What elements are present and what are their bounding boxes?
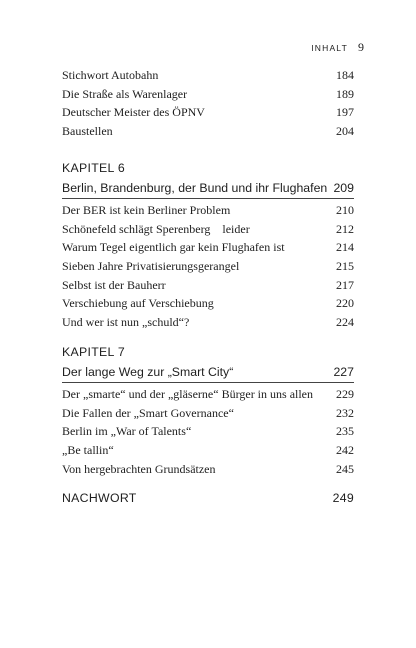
toc-entry-title: Berlin im „War of Talents“ (62, 424, 192, 439)
nachwort-row (62, 488, 354, 508)
toc-entry-page: 224 (336, 315, 354, 330)
toc-entry-page: 214 (336, 240, 354, 255)
toc-entry (62, 122, 354, 141)
toc-entry-title: Stichwort Autobahn (62, 68, 159, 82)
toc-entry-page: 220 (336, 296, 354, 311)
toc-entry-page: 212 (336, 221, 354, 236)
toc-entry (62, 201, 354, 220)
toc-entry-title: Die Fallen der „Smart Governance“ (62, 405, 234, 420)
toc-entry (62, 460, 354, 479)
toc-entry-title: Selbst ist der Bauherr (62, 277, 166, 292)
chapter-6-block (62, 158, 354, 332)
toc-entry-title: „Be tallin“ (62, 443, 114, 458)
nachwort-label: NACHWORT (62, 491, 137, 505)
chapter-label: KAPITEL 7 (62, 345, 126, 359)
toc-entry-page: 210 (336, 203, 354, 217)
toc-entry-page: 242 (336, 443, 354, 458)
toc-entry-title: Verschiebung auf Verschiebung (62, 296, 214, 311)
toc-entry-title: Der „smarte“ und der „gläserne“ Bürger in uns allen (62, 387, 314, 401)
toc-entry (62, 66, 354, 85)
nachwort-page: 249 (332, 491, 354, 505)
chapter-7-block (62, 342, 354, 478)
chapter-title-page: 227 (333, 365, 354, 379)
toc-entry-title: Baustellen (62, 124, 113, 139)
toc-entry (62, 238, 354, 257)
toc-entry (62, 404, 354, 423)
toc-entry-page: 232 (336, 405, 354, 420)
chapter-title-row (62, 362, 354, 383)
toc-entry (62, 313, 354, 332)
toc-entry-page: 217 (336, 277, 354, 292)
toc-entry-page: 189 (336, 86, 354, 101)
toc-entry (62, 441, 354, 460)
header-section-title: INHALT (311, 43, 348, 53)
toc-entry (62, 385, 354, 404)
toc-entry-page: 245 (336, 461, 354, 476)
toc-entry-title: Sieben Jahre Privatisierungsgerangel (62, 259, 240, 274)
toc-entry-title: Schönefeld schlägt Sperenberg leider (62, 221, 250, 236)
toc-intro-block (62, 66, 354, 141)
toc-entry (62, 103, 354, 122)
chapter-title: Berlin, Brandenburg, der Bund und ihr Flughafen (62, 181, 328, 195)
toc-entry-page: 197 (336, 105, 354, 120)
toc-entry (62, 85, 354, 104)
toc-entry (62, 422, 354, 441)
chapter-title: Der lange Weg zur „Smart City“ (62, 365, 234, 379)
toc-entry-page: 204 (336, 124, 354, 139)
toc-entry-page: 184 (336, 68, 354, 82)
toc-entry (62, 257, 354, 276)
toc-entry-title: Die Straße als Warenlager (62, 86, 188, 101)
toc-entry-title: Und wer ist nun „schuld“? (62, 315, 190, 330)
toc-entry (62, 220, 354, 239)
running-header (311, 40, 364, 55)
toc-entry-title: Von hergebrachten Grundsätzen (62, 461, 216, 476)
toc-entry-title: Deutscher Meister des ÖPNV (62, 105, 205, 120)
chapter-title-row (62, 178, 354, 199)
toc-entry-page: 215 (336, 259, 354, 274)
toc-entry-title: Warum Tegel eigentlich gar kein Flughafen ist (62, 240, 285, 255)
chapter-title-page: 209 (333, 181, 354, 195)
nachwort-block (62, 488, 354, 508)
toc-entry-title: Der BER ist kein Berliner Problem (62, 203, 231, 217)
toc-entry-page: 229 (336, 387, 354, 401)
chapter-label: KAPITEL 6 (62, 161, 126, 175)
toc-entry (62, 276, 354, 295)
toc-entry (62, 294, 354, 313)
toc-entry-page: 235 (336, 424, 354, 439)
header-page-number: 9 (358, 40, 364, 54)
